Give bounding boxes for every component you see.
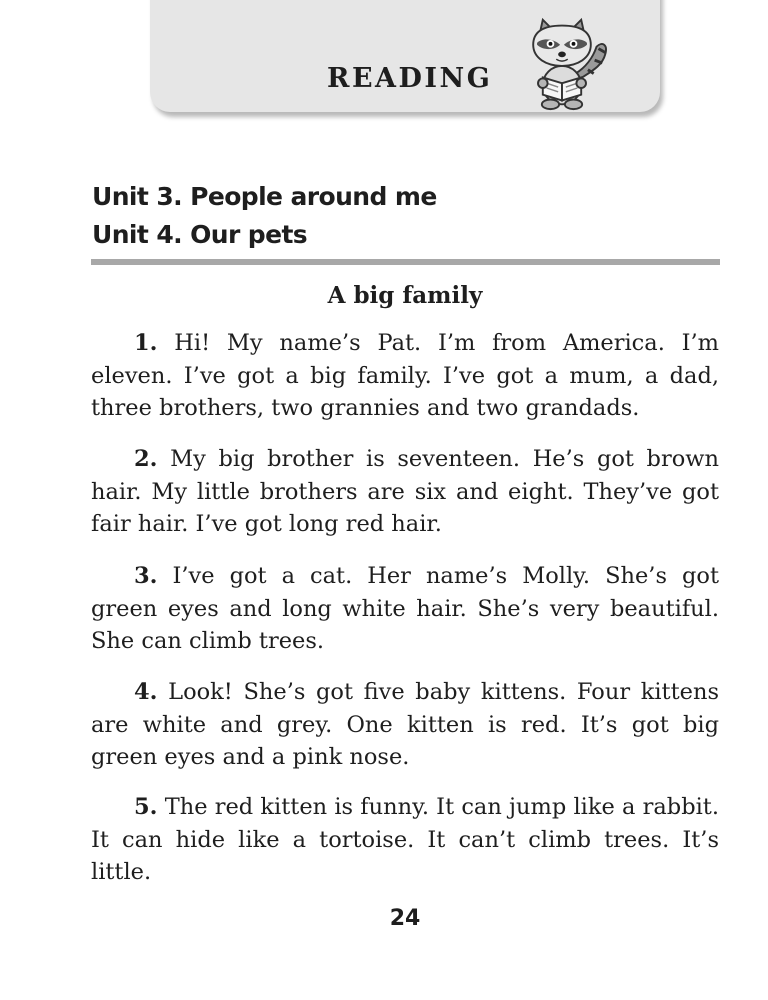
paragraph-number: 1. bbox=[134, 330, 158, 356]
story-paragraph bbox=[91, 443, 719, 541]
story-paragraph bbox=[91, 327, 719, 425]
page-number: 24 bbox=[389, 906, 421, 931]
paragraph-text: My big brother is seventeen. He’s got brown hair. My little brothers are six and eight. They’ve got fair hair. I’ve got long red hair. bbox=[91, 446, 719, 537]
paragraph-text: The red kitten is funny. It can jump like a rabbit. It can hide like a tortoise. It can’t climb trees. It’s little. bbox=[91, 794, 719, 885]
section-title: READING bbox=[327, 63, 493, 94]
paragraph-text: I’ve got a cat. Her name’s Molly. She’s got green eyes and long white hair. She’s very beautiful. She can climb trees. bbox=[91, 563, 719, 654]
raccoon-reading-book-icon bbox=[514, 16, 610, 112]
unit-heading: Unit 3. People around me bbox=[92, 182, 437, 211]
story-paragraph bbox=[91, 560, 719, 658]
story-paragraph bbox=[91, 676, 719, 774]
divider bbox=[91, 259, 720, 265]
story-title: A big family bbox=[327, 282, 483, 309]
story-paragraph bbox=[91, 791, 719, 889]
unit-heading: Unit 4. Our pets bbox=[92, 220, 308, 249]
paragraph-text: Look! She’s got five baby kittens. Four kittens are white and grey. One kitten is red. It’s got big green eyes and a pink nose. bbox=[91, 679, 719, 770]
paragraph-number: 2. bbox=[134, 446, 158, 472]
paragraph-number: 3. bbox=[134, 563, 158, 589]
paragraph-number: 5. bbox=[134, 794, 158, 820]
paragraph-text: Hi! My name’s Pat. I’m from America. I’m eleven. I’ve got a big family. I’ve got a mum, a dad, three brothers, two grannies and two grandads. bbox=[91, 330, 719, 421]
paragraph-number: 4. bbox=[134, 679, 158, 705]
